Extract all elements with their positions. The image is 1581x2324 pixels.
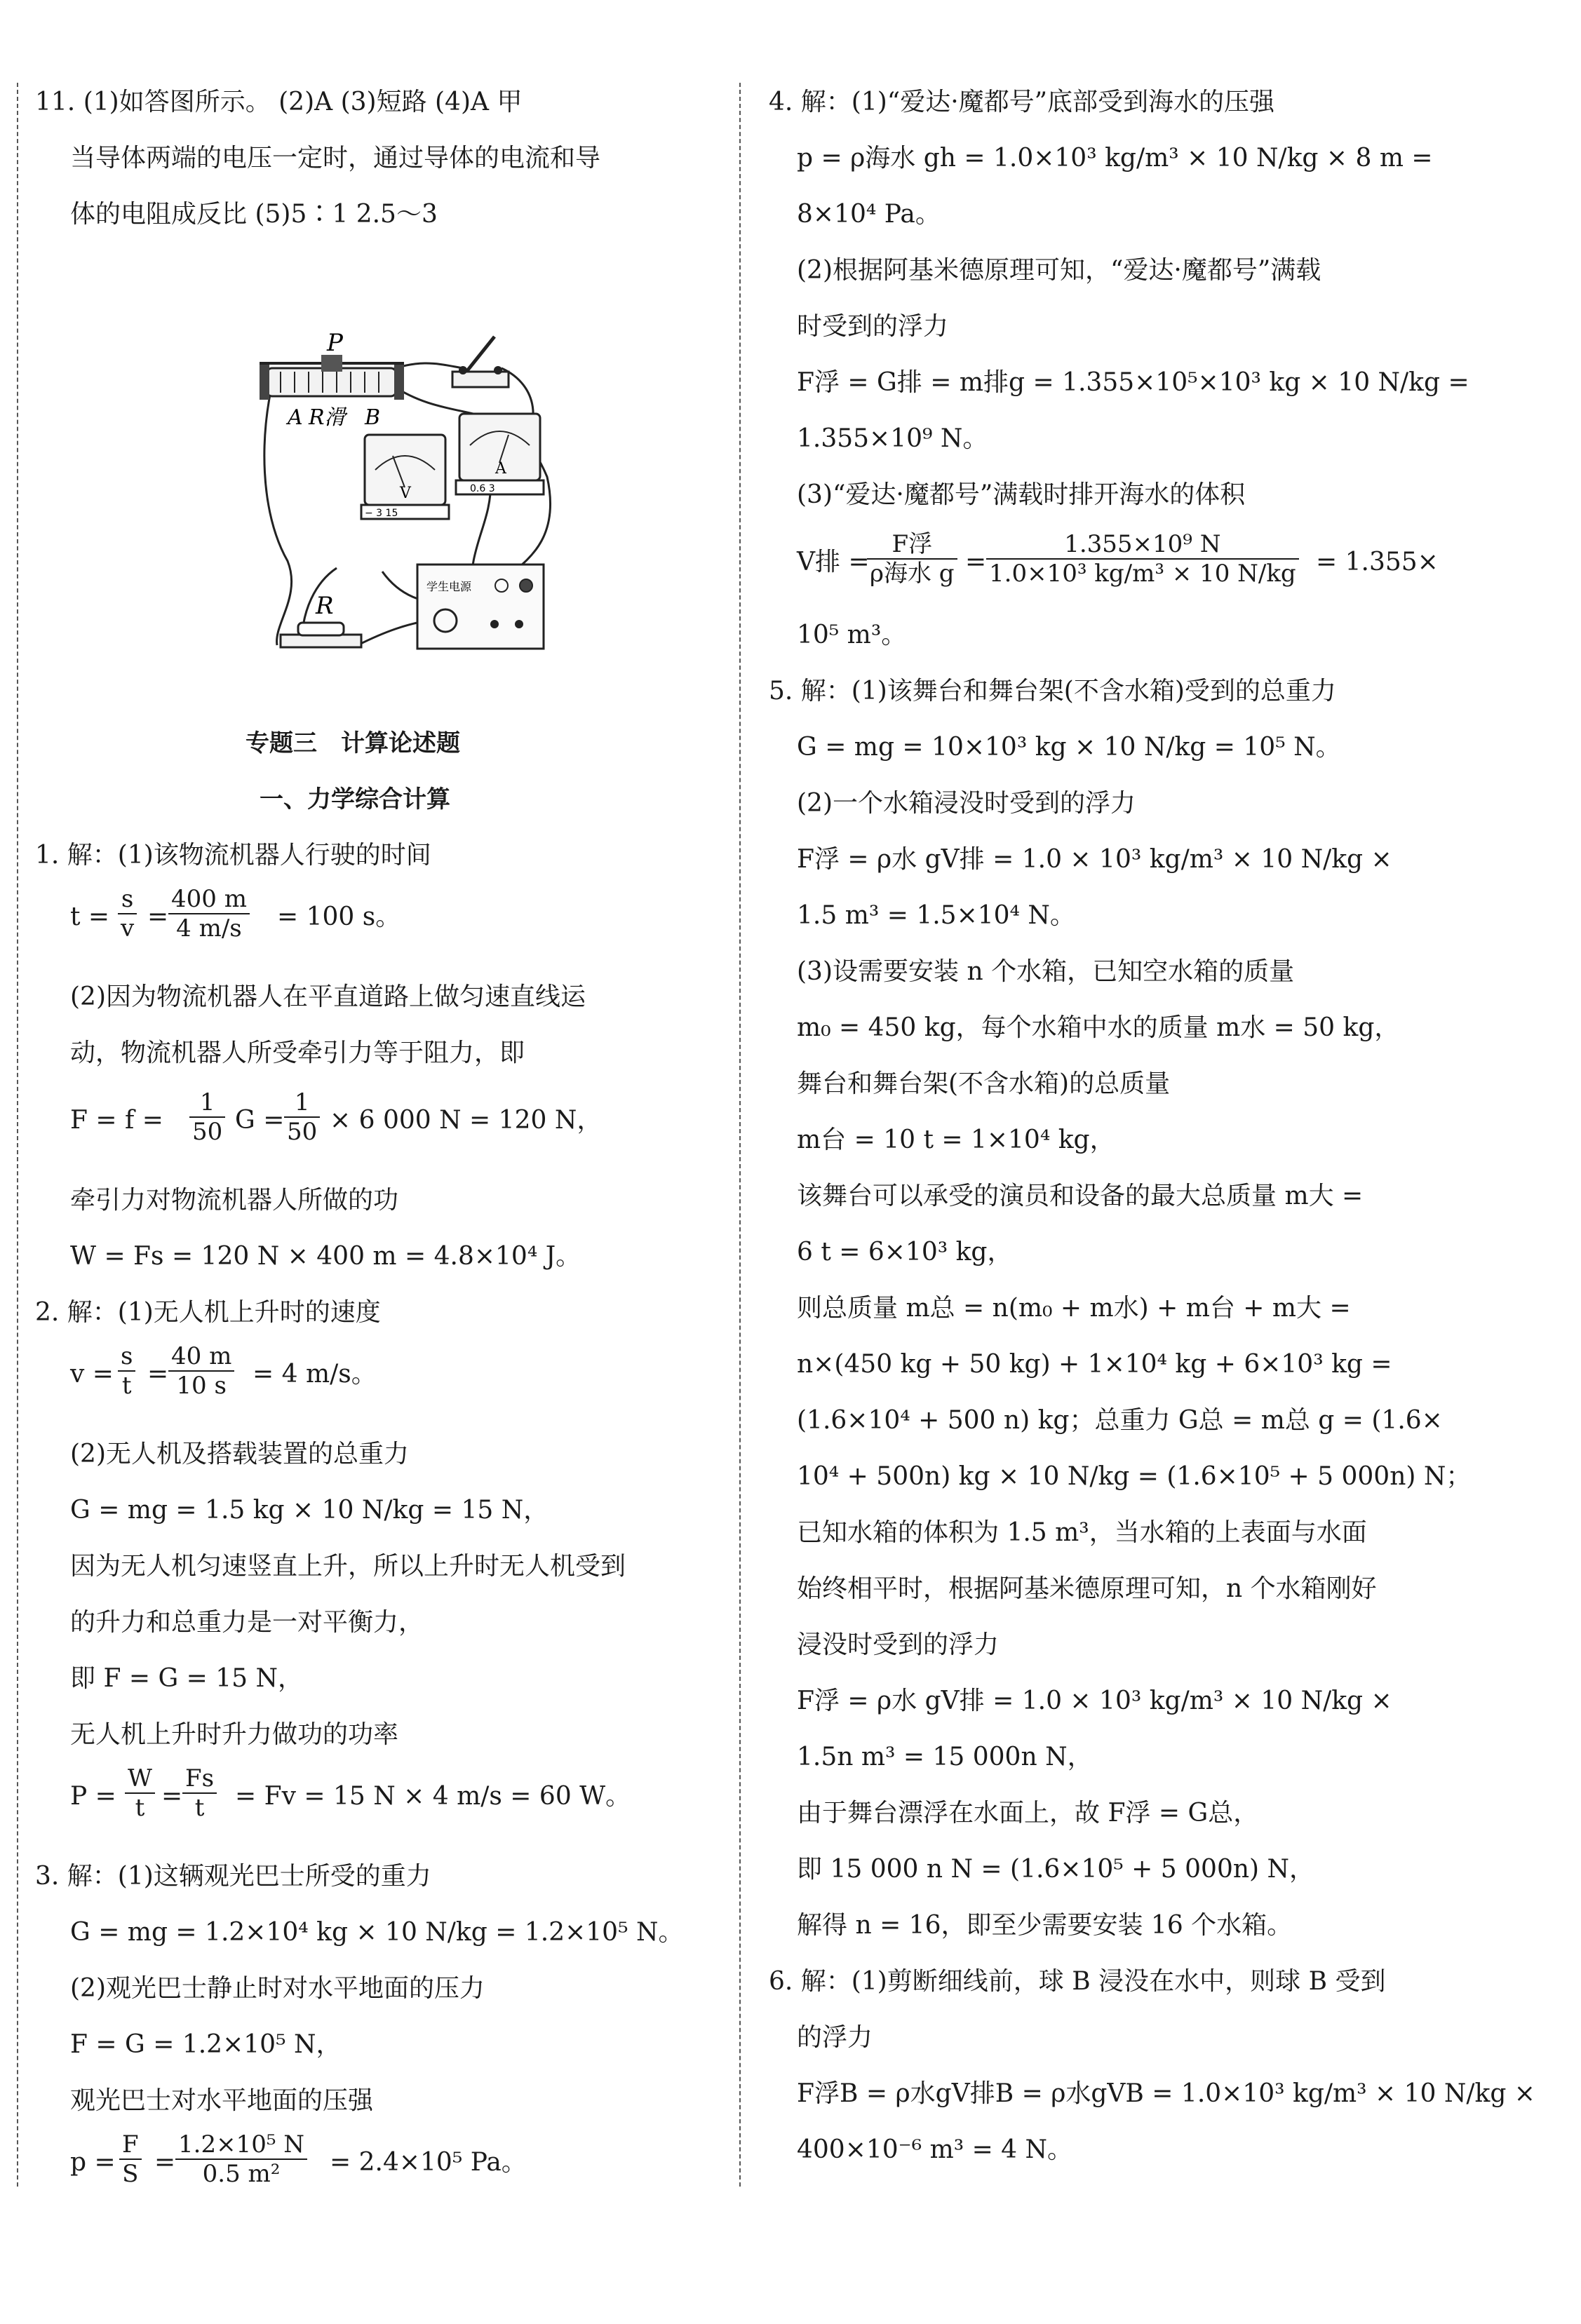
text-line: 始终相平时，根据阿基米德原理可知，n 个水箱刚好 xyxy=(797,1574,1377,1603)
ammeter-label: A xyxy=(495,460,506,478)
text-line: 的升力和总重力是一对平衡力， xyxy=(70,1608,424,1637)
fraction: $\frac{\text{1.355×10⁹ N}}{\text{1.0×10³ kg/m³ × 10 N/kg}}$ xyxy=(986,530,1299,588)
text-line: 10⁴ + 500n) kg × 10 N/kg = (1.6×10⁵ + 5 000n) N； xyxy=(797,1462,1472,1491)
text-line: m台 = 10 t = 1×10⁴ kg， xyxy=(797,1126,1115,1154)
text-line: 1.355×10⁹ N。 xyxy=(797,424,988,453)
text-line: (3)设需要安装 n 个水箱，已知空水箱的质量 xyxy=(797,957,1295,986)
text-line: G = mg = 10×10³ kg × 10 N/kg = 10⁵ N。 xyxy=(797,733,1341,762)
text-line: 11. (1)如答图所示。 (2)A (3)短路 (4)A 甲 xyxy=(35,88,523,116)
formula-result: = 2.4×10⁵ Pa。 xyxy=(330,2148,527,2177)
fraction: $\frac{\text{1.2×10⁵ N}}{\text{0.5 m²}}$ xyxy=(175,2130,307,2188)
text-line: 浸没时受到的浮力 xyxy=(797,1630,1000,1659)
text-line: 1.5n m³ = 15 000n N， xyxy=(797,1743,1093,1771)
text-line: (2)观光巴士静止时对水平地面的压力 xyxy=(70,1974,485,2003)
text-line: 即 F = G = 15 N， xyxy=(70,1664,304,1693)
label-b: B xyxy=(365,405,381,430)
text-line: (2)根据阿基米德原理可知，“爱达·魔都号”满载 xyxy=(797,256,1321,285)
text-line: 1.5 m³ = 1.5×10⁴ N。 xyxy=(797,901,1075,930)
voltmeter-terminals: − 3 15 xyxy=(365,508,398,519)
knife-switch xyxy=(452,337,509,387)
fraction: $\frac{40 m}{10 s}$ xyxy=(168,1342,234,1400)
text-line: m₀ = 450 kg，每个水箱中水的质量 m水 = 50 kg， xyxy=(797,1013,1400,1042)
student-power-supply xyxy=(417,565,544,649)
formula-result: × 6 000 N = 120 N， xyxy=(330,1106,603,1135)
text-line: G = mg = 1.5 kg × 10 N/kg = 15 N， xyxy=(70,1496,549,1525)
ammeter-terminals: 0.6 3 xyxy=(470,483,495,494)
text-line: 体的电阻成反比 (5)5∶1 2.5～3 xyxy=(70,200,438,229)
text-line: p = ρ海水 gh = 1.0×10³ kg/m³ × 10 N/kg × 8 m = xyxy=(797,144,1433,173)
formula-prefix: P = xyxy=(70,1782,116,1811)
text-line: 8×10⁴ Pa。 xyxy=(797,200,941,229)
text-line: F浮 = ρ水 gV排 = 1.0 × 10³ kg/m³ × 10 N/kg × xyxy=(797,845,1392,874)
resistor xyxy=(281,623,361,647)
formula-mid: G = xyxy=(235,1106,285,1135)
circuit-diagram xyxy=(260,330,554,659)
text-line: (3)“爱达·魔都号”满载时排开海水的体积 xyxy=(797,480,1246,509)
text-line: 的浮力 xyxy=(797,2023,873,2052)
text-line: 动，物流机器人所受牵引力等于阻力，即 xyxy=(70,1039,525,1067)
text-line: 解得 n = 16，即至少需要安装 16 个水箱。 xyxy=(797,1911,1293,1940)
text-line: 6. 解：(1)剪断细线前，球 B 浸没在水中，则球 B 受到 xyxy=(769,1967,1386,1996)
formula-prefix: p = xyxy=(70,2148,116,2177)
text-line: F = G = 1.2×10⁵ N， xyxy=(70,2030,342,2059)
formula-prefix: v = xyxy=(70,1360,114,1389)
text-line: 则总质量 m总 = n(m₀ + m水) + m台 + m大 = xyxy=(797,1294,1351,1323)
text-line: 牵引力对物流机器人所做的功 xyxy=(70,1186,399,1215)
fraction: $\frac{F}{S}$ xyxy=(119,2130,142,2188)
label-a: A xyxy=(288,405,303,430)
text-line: (1.6×10⁴ + 500 n) kg；总重力 G总 = m总 g = (1.6× xyxy=(797,1406,1443,1435)
text-line: 由于舞台漂浮在水面上，故 F浮 = G总， xyxy=(797,1799,1259,1828)
label-p: P xyxy=(327,330,343,357)
text-line: 2. 解：(1)无人机上升时的速度 xyxy=(35,1298,381,1327)
text-line: 400×10⁻⁶ m³ = 4 N。 xyxy=(797,2135,1073,2164)
fraction: $\frac{Fs}{t}$ xyxy=(182,1764,217,1822)
formula-result: = 100 s。 xyxy=(277,903,401,931)
text-line: 无人机上升时升力做功的功率 xyxy=(70,1720,399,1749)
text-line: 因为无人机匀速竖直上升，所以上升时无人机受到 xyxy=(70,1552,626,1581)
text-line: (2)一个水箱浸没时受到的浮力 xyxy=(797,789,1136,818)
text-line: n×(450 kg + 50 kg) + 1×10⁴ kg + 6×10³ kg = xyxy=(797,1350,1392,1379)
column-divider-dashed-line xyxy=(739,83,741,2187)
text-line: 舞台和舞台架(不含水箱)的总质量 xyxy=(797,1069,1171,1098)
text-line: 5. 解：(1)该舞台和舞台架(不含水箱)受到的总重力 xyxy=(769,677,1336,705)
text-line: 时受到的浮力 xyxy=(797,312,949,341)
text-line: 6 t = 6×10³ kg， xyxy=(797,1238,1013,1266)
formula-result: = 4 m/s。 xyxy=(253,1360,377,1389)
ammeter xyxy=(456,414,544,494)
text-line: 10⁵ m³。 xyxy=(797,621,907,649)
text-line: W = Fs = 120 N × 400 m = 4.8×10⁴ J。 xyxy=(70,1242,581,1271)
text-line: 观光巴士对水平地面的压强 xyxy=(70,2086,374,2115)
fraction: F浮 ρ海水 g xyxy=(867,530,957,588)
text-line: (2)无人机及搭载装置的总重力 xyxy=(70,1440,409,1468)
text-line: G = mg = 1.2×10⁴ kg × 10 N/kg = 1.2×10⁵ N。 xyxy=(70,1918,684,1947)
subsection-title: 一、力学综合计算 xyxy=(260,785,450,813)
label-r-slide: R滑 xyxy=(309,405,346,430)
text-line: (2)因为物流机器人在平直道路上做匀速直线运 xyxy=(70,982,586,1011)
fraction: $\frac{W}{t}$ xyxy=(125,1764,155,1822)
text-line: 1. 解：(1)该物流机器人行驶的时间 xyxy=(35,841,431,870)
fraction: $\frac{s}{v}$ xyxy=(118,885,137,943)
text-line: 当导体两端的电压一定时，通过导体的电流和导 xyxy=(70,144,601,173)
text-line: F浮B = ρ水gV排B = ρ水gVB = 1.0×10³ kg/m³ × 10 N/kg × xyxy=(797,2079,1535,2108)
section-title: 专题三 计算论述题 xyxy=(245,729,460,757)
fraction: $\frac{s}{t}$ xyxy=(118,1342,135,1400)
voltmeter-label: V xyxy=(400,485,411,502)
text-line: F浮 = ρ水 gV排 = 1.0 × 10³ kg/m³ × 10 N/kg × xyxy=(797,1687,1392,1715)
text-line: 3. 解：(1)这辆观光巴士所受的重力 xyxy=(35,1862,431,1891)
fraction: $\frac{400 m}{4 m/s}$ xyxy=(168,885,250,943)
fraction: $\frac{1}{50}$ xyxy=(284,1088,320,1146)
formula-result: = Fv = 15 N × 4 m/s = 60 W。 xyxy=(235,1782,631,1811)
left-margin-dashed-line xyxy=(17,83,18,2187)
formula-prefix: F = f = xyxy=(70,1106,163,1135)
text-line: 即 15 000 n N = (1.6×10⁵ + 5 000n) N， xyxy=(797,1855,1315,1884)
fraction: $\frac{1}{50}$ xyxy=(189,1088,225,1146)
power-supply-label: 学生电源 xyxy=(426,580,472,593)
sliding-rheostat xyxy=(260,355,404,400)
text-line: 4. 解：(1)“爱达·魔都号”底部受到海水的压强 xyxy=(769,88,1275,116)
formula-prefix: V排 = xyxy=(797,548,870,576)
formula-prefix: t = xyxy=(70,903,110,931)
text-line: 该舞台可以承受的演员和设备的最大总质量 m大 = xyxy=(797,1182,1364,1210)
formula-result: = 1.355× xyxy=(1316,548,1439,576)
text-line: F浮 = G排 = m排g = 1.355×10⁵×10³ kg × 10 N/kg = xyxy=(797,368,1469,397)
label-r: R xyxy=(316,592,334,620)
voltmeter xyxy=(361,435,449,519)
text-line: 已知水箱的体积为 1.5 m³，当水箱的上表面与水面 xyxy=(797,1518,1367,1547)
